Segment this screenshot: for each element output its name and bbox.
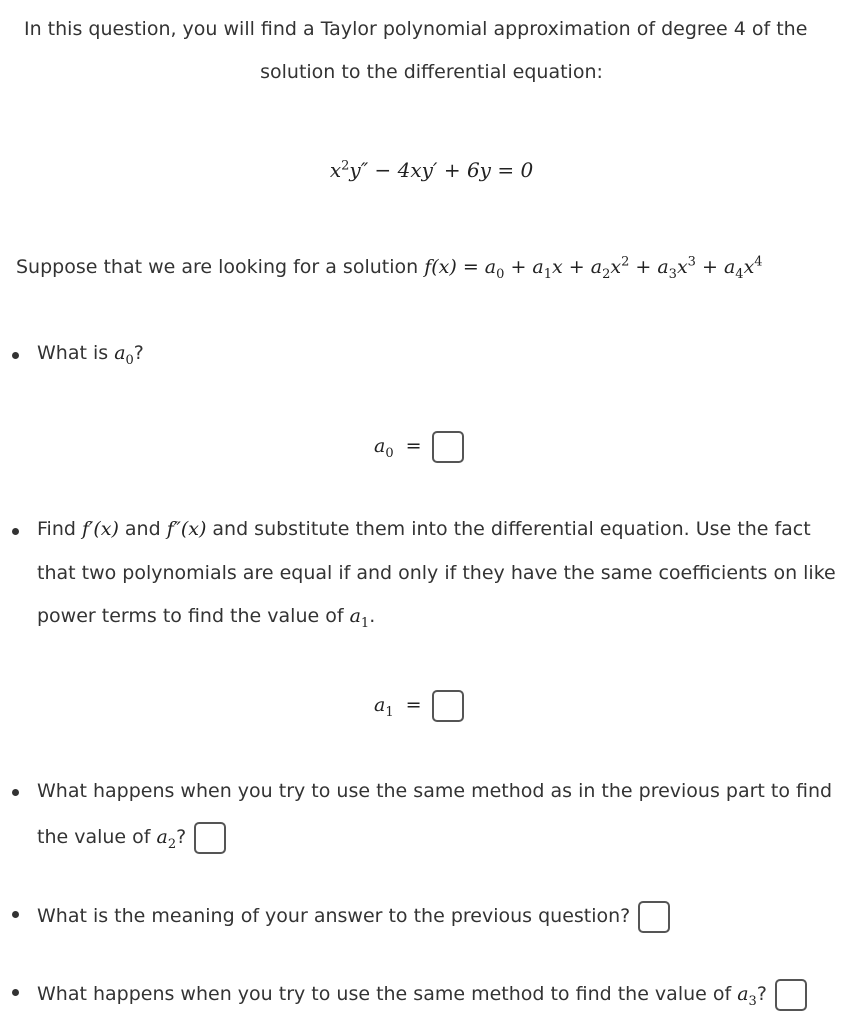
a1-answer-input[interactable] xyxy=(432,690,464,722)
q2-answer-row: $a_1$ = xyxy=(374,687,464,723)
a0-answer-input[interactable] xyxy=(432,431,464,463)
differential-equation: $x^2y'' - 4xy' + 6y = 0$ xyxy=(329,158,534,182)
q3-line-1: What happens when you try to use the same method as in the previous part to find xyxy=(37,780,833,802)
q2-line-3: power terms to find the value of $a_1$. xyxy=(37,605,376,631)
q1-prompt: What is $a_0$? xyxy=(37,342,144,368)
q2-line-2: that two polynomials are equal if and only if they have the same coefficients on like xyxy=(37,562,836,584)
q4-line: What is the meaning of your answer to the previous question? xyxy=(37,898,670,934)
bullet-q4 xyxy=(12,911,19,918)
a2-method-answer-input[interactable] xyxy=(194,822,226,854)
bullet-q5 xyxy=(12,989,19,996)
intro-line-1: In this question, you will find a Taylor polynomial approximation of degree 4 of the xyxy=(24,18,808,40)
bullet-q1 xyxy=(12,352,19,359)
polynomial-formula: $f(x) = a_0 + a_1x + a_2x^2 + a_3x^3 + a_4x^4$ xyxy=(424,254,763,282)
q5-line: What happens when you try to use the same method to find the value of $a_3$? xyxy=(37,976,807,1012)
q2-line-1: Find f′(x) and f″(x) and substitute them into the differential equation. Use the fact xyxy=(37,518,811,540)
bullet-q2 xyxy=(12,528,19,535)
intro-line-2: solution to the differential equation: xyxy=(260,61,603,83)
a3-method-answer-input[interactable] xyxy=(775,979,807,1011)
solution-assumption: Suppose that we are looking for a solution $f(x) = a_0 + a_1x + a_2x^2 + a_3x^3 + a_4x^4$ xyxy=(16,254,763,282)
meaning-answer-input[interactable] xyxy=(638,901,670,933)
bullet-q3 xyxy=(12,789,19,796)
q1-answer-row: $a_0$ = xyxy=(374,428,464,464)
q3-line-2: the value of $a_2$? xyxy=(37,819,226,855)
